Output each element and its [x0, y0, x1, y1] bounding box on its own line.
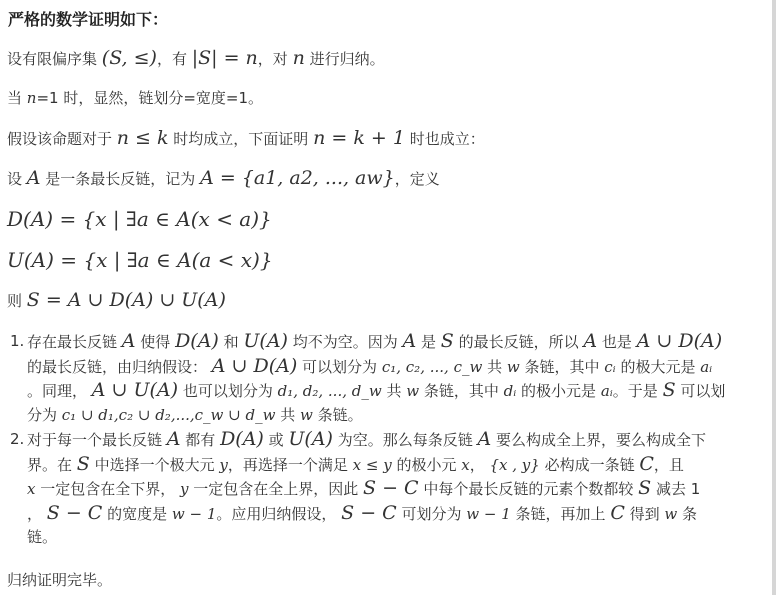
list-item-case-2: 2. 对于每一个最长反链 A 都有 D(A) 或 U(A) 为空。那么每条反链 A 要么构成全上界，要么构成全下 界。在 S 中选择一个极大元 y，再选择一个满足 x ≤ y 的极小元 x， {x , y} 必构成一条链 C，且 x 一定包含在全下界， y 一定包含在全上界，因此 S − C 中每个最长反链的元素个数都较 S 减去 1 ， S − C 的宽度是 w − 1。应用归纳假设， S − C 可划分为 w − 1 条链，再加上 C 得到 w 条 链。	[10, 428, 745, 550]
case-2-line-2: 界。在 S 中选择一个极大元 y，再选择一个满足 x ≤ y 的极小元 x， {x , y} 必构成一条链 C，且	[27, 452, 684, 475]
case-2-line-4: ， S − C 的宽度是 w − 1。应用归纳假设， S − C 可划分为 w − 1 条链，再加上 C 得到 w 条	[27, 501, 698, 524]
equation-down-set: D(A) = {x | ∃a ∈ A(x < a)}	[7, 207, 272, 231]
case-1-line-2: 的最长反链，由归纳假设： A ∪ D(A) 可以划分为 c₁, c₂, ..., c_w 共 w 条链，其中 cᵢ 的极大元是 aᵢ	[27, 354, 713, 377]
conclusion: 归纳证明完毕。	[7, 571, 113, 589]
scrollbar-thumb[interactable]	[772, 0, 776, 595]
case-2-line-5: 链。	[27, 528, 58, 546]
paragraph-induction-hypothesis: 假设该命题对于 n ≤ k 时均成立，下面证明 n = k + 1 时也成立：	[7, 127, 485, 149]
case-2-line-3: x 一定包含在全下界， y 一定包含在全上界，因此 S − C 中每个最长反链的元素个数都较 S 减去 1	[27, 477, 701, 499]
paragraph-base-case: 当 n=1 时，显然，链划分=宽度=1。	[7, 89, 264, 107]
case-2-line-1: 对于每一个最长反链 A 都有 D(A) 或 U(A) 为空。那么每条反链 A 要么构成全上界，要么构成全下	[27, 428, 707, 450]
paragraph-poset: 设有限偏序集 (S, ≤)，有 |S| = n，对 n 进行归纳。	[7, 47, 385, 69]
case-1-line-4: 分为 c₁ ∪ d₁,c₂ ∪ d₂,...,c_w ∪ d_w 共 w 条链。	[27, 405, 363, 424]
case-1-line-1: 存在最长反链 A 使得 D(A) 和 U(A) 均不为空。因为 A 是 S 的最长反链，所以 A 也是 A ∪ D(A)	[27, 330, 723, 352]
case-1-line-3: 。同理， A ∪ U(A) 也可以划分为 d₁, d₂, ..., d_w 共 w 条链，其中 dᵢ 的极小元是 aᵢ。于是 S 可以划	[27, 379, 726, 401]
list-item-case-1: 1. 存在最长反链 A 使得 D(A) 和 U(A) 均不为空。因为 A 是 S 的最长反链，所以 A 也是 A ∪ D(A) 的最长反链，由归纳假设： A ∪ D(A) 可以划分为 c₁, c₂, ..., c_w 共 w 条链，其中 cᵢ 的极大元是 aᵢ 。同理， A ∪ U(A) 也可以划分为 d₁, d₂, ..., d_w 共 w 条链，其中 dᵢ 的极小元是 aᵢ。于是 S 可以划 分为 c₁ ∪ d₁,c₂ ∪ d₂,...,c_w ∪ d_w 共 w 条链。	[10, 330, 745, 427]
equation-up-set: U(A) = {x | ∃a ∈ A(a < x)}	[7, 248, 273, 272]
section-title: 严格的数学证明如下：	[8, 10, 169, 29]
paragraph-partition: 则 S = A ∪ D(A) ∪ U(A)	[7, 289, 226, 311]
paragraph-antichain-def: 设 A 是一条最长反链，记为 A = {a1, a2, ..., aw}，定义	[7, 167, 440, 189]
